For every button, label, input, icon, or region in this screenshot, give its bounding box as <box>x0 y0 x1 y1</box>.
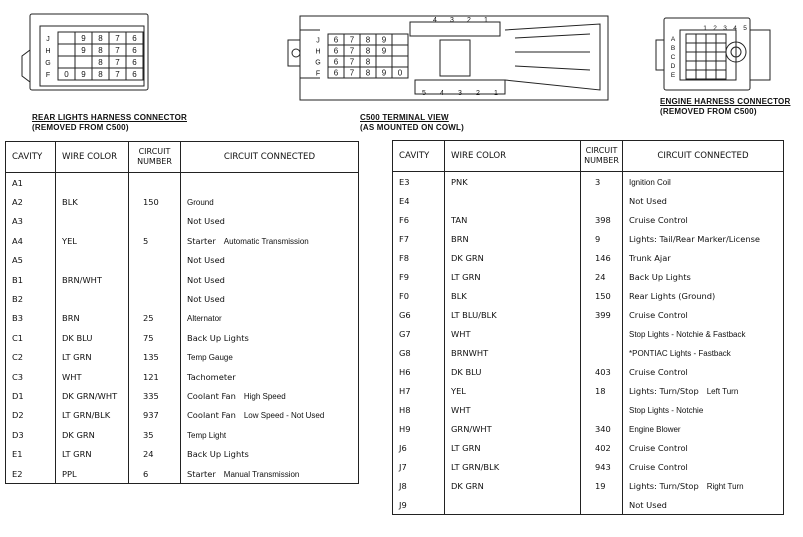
wire-color-cell: WHT <box>56 367 129 386</box>
top-number: 1 <box>484 17 488 24</box>
right-table-header <box>393 141 784 172</box>
engine-connector-subtitle: (REMOVED FROM C500) <box>660 107 757 116</box>
wire-color-cell: PPL <box>56 464 129 484</box>
table-row <box>393 248 784 267</box>
cavity-cell: A2 <box>6 192 56 211</box>
circuit-number-cell: 25 <box>129 309 181 328</box>
cavity-number: 8 <box>365 35 371 45</box>
circuit-number-cell: 403 <box>581 362 623 381</box>
cavity-number: 6 <box>132 70 137 79</box>
circuit-connected-cell <box>181 464 359 484</box>
table-row <box>6 251 359 270</box>
table-row <box>6 212 359 231</box>
wire-color-cell: BRN/WHT <box>56 270 129 289</box>
cavity-number: 8 <box>365 46 371 56</box>
cavity-number: 8 <box>98 46 103 55</box>
bottom-number: 5 <box>422 90 426 97</box>
table-row <box>6 367 359 386</box>
wire-color-cell <box>445 191 581 210</box>
wire-color-cell <box>56 251 129 270</box>
wire-color-cell: LT GRN <box>445 438 581 457</box>
cavity-cell: E4 <box>393 191 445 210</box>
header-circuit-number: CIRCUIT NUMBER <box>129 142 181 173</box>
circuit-number-cell: 937 <box>129 406 181 425</box>
bottom-number: 4 <box>440 90 444 97</box>
circuit-note-text: Ignition Coil <box>629 177 671 187</box>
circuit-connected-text: Lights: Turn/Stop <box>629 480 699 491</box>
cavity-number: 6 <box>132 58 137 67</box>
cavity-cell: F8 <box>393 248 445 267</box>
circuit-note-text: Ground <box>187 198 214 208</box>
circuit-connected-text: Trunk Ajar <box>629 252 671 263</box>
circuit-connected-text: Lights: Tail/Rear Marker/License <box>629 233 761 244</box>
table-row <box>393 438 784 457</box>
circuit-connected-cell <box>623 400 784 419</box>
circuit-number-cell: 943 <box>581 457 623 476</box>
circuit-note-text: High Speed <box>243 391 286 401</box>
cavity-number: 7 <box>115 46 120 55</box>
wire-color-cell: LT GRN/BLK <box>445 457 581 476</box>
engine-connector-caption <box>660 97 790 117</box>
wire-color-cell: WHT <box>445 324 581 343</box>
circuit-connected-text: Not Used <box>629 195 667 206</box>
circuit-number-cell <box>129 173 181 193</box>
table-row <box>393 400 784 419</box>
wire-color-cell: DK GRN/WHT <box>56 386 129 405</box>
cavity-cell: J9 <box>393 495 445 515</box>
cavity-number: 8 <box>98 34 103 43</box>
wire-color-cell: LT GRN <box>56 348 129 367</box>
terminal-view-subtitle: (AS MOUNTED ON COWL) <box>360 123 464 132</box>
row-letter: G <box>315 59 321 67</box>
header-circuit-connected: CIRCUIT CONNECTED <box>181 142 359 173</box>
circuit-connected-text: Back Up Lights <box>187 449 249 460</box>
cavity-cell: G7 <box>393 324 445 343</box>
cavity-cell: D2 <box>6 406 56 425</box>
circuit-connected-cell <box>181 212 359 231</box>
cavity-number: 8 <box>98 58 103 67</box>
circuit-connected-text: Starter <box>187 235 216 246</box>
circuit-note-text: Right Turn <box>706 481 744 491</box>
cavity-cell: J8 <box>393 476 445 495</box>
circuit-connected-text: Cruise Control <box>629 366 688 377</box>
cavity-cell: E1 <box>6 444 56 463</box>
circuit-connected-text: Not Used <box>629 499 667 510</box>
wire-color-cell: LT BLU/BLK <box>445 305 581 324</box>
circuit-connected-cell <box>181 348 359 367</box>
table-row <box>6 386 359 405</box>
wire-color-cell: TAN <box>445 210 581 229</box>
table-row <box>393 362 784 381</box>
circuit-connected-text: Not Used <box>187 255 225 266</box>
circuit-note-text: Left Turn <box>706 386 739 396</box>
top-number: 4 <box>733 25 737 32</box>
cavity-number: 9 <box>381 68 387 78</box>
circuit-number-cell <box>129 270 181 289</box>
cavity-cell: D3 <box>6 425 56 444</box>
table-row <box>393 229 784 248</box>
table-row <box>6 328 359 347</box>
circuit-connected-text: Tachometer <box>187 371 236 382</box>
circuit-number-cell: 75 <box>129 328 181 347</box>
circuit-number-cell: 18 <box>581 381 623 400</box>
circuit-connected-cell <box>181 251 359 270</box>
circuit-connected-text: Coolant Fan <box>187 410 236 421</box>
wire-color-cell: BLK <box>445 286 581 305</box>
top-number: 5 <box>743 25 747 32</box>
rear-connector-subtitle: (REMOVED FROM C500) <box>32 123 129 132</box>
rear-connector-title: REAR LIGHTS HARNESS CONNECTOR <box>32 113 187 122</box>
cavity-number: 7 <box>115 34 120 43</box>
cavity-cell: H9 <box>393 419 445 438</box>
table-row <box>6 289 359 308</box>
circuit-number-cell: 24 <box>129 444 181 463</box>
left-table-header <box>6 142 359 173</box>
rear-connector-caption <box>32 113 187 133</box>
circuit-connected-cell <box>623 248 784 267</box>
cavity-number: 9 <box>381 46 387 56</box>
circuit-number-cell: 398 <box>581 210 623 229</box>
circuit-connected-cell <box>623 305 784 324</box>
circuit-connected-cell <box>181 289 359 308</box>
circuit-connected-cell <box>623 210 784 229</box>
circuit-number-cell: 6 <box>129 464 181 484</box>
cavity-number: 6 <box>333 46 339 56</box>
top-number: 1 <box>703 25 707 32</box>
row-letter: E <box>670 72 676 79</box>
wire-color-cell: DK GRN <box>445 476 581 495</box>
circuit-number-cell: 150 <box>129 192 181 211</box>
cavity-cell: F9 <box>393 267 445 286</box>
cavity-number: 6 <box>132 46 137 55</box>
cavity-number: 6 <box>333 35 339 45</box>
circuit-number-cell <box>129 251 181 270</box>
circuit-number-cell: 146 <box>581 248 623 267</box>
terminal-view-labels <box>315 17 498 97</box>
circuit-connected-cell <box>623 267 784 286</box>
left-circuit-table <box>5 141 359 484</box>
cavity-cell: J7 <box>393 457 445 476</box>
circuit-connected-text: Cruise Control <box>629 442 688 453</box>
cavity-cell: A5 <box>6 251 56 270</box>
circuit-connected-cell <box>623 229 784 248</box>
row-letter: J <box>316 37 320 45</box>
circuit-connected-cell <box>623 324 784 343</box>
circuit-connected-cell <box>623 495 784 515</box>
table-row <box>393 381 784 400</box>
wire-color-cell: YEL <box>56 231 129 250</box>
circuit-note-text: Low Speed - Not Used <box>243 411 325 421</box>
cavity-cell: H7 <box>393 381 445 400</box>
header-circuit-connected: CIRCUIT CONNECTED <box>623 141 784 172</box>
circuit-number-cell: 135 <box>129 348 181 367</box>
cavity-cell: F6 <box>393 210 445 229</box>
cavity-cell: F0 <box>393 286 445 305</box>
cavity-cell: A3 <box>6 212 56 231</box>
circuit-number-cell: 9 <box>581 229 623 248</box>
terminal-view-caption <box>360 113 464 133</box>
cavity-cell: E3 <box>393 172 445 192</box>
cavity-number: 7 <box>349 35 355 45</box>
wire-color-cell: WHT <box>445 400 581 419</box>
circuit-connected-text: Cruise Control <box>629 214 688 225</box>
top-number: 2 <box>467 17 471 24</box>
table-row <box>6 464 359 484</box>
table-row <box>393 210 784 229</box>
circuit-connected-cell <box>623 191 784 210</box>
table-row <box>6 348 359 367</box>
table-row <box>393 324 784 343</box>
row-letter: J <box>46 36 50 43</box>
circuit-number-cell <box>581 400 623 419</box>
table-row <box>6 406 359 425</box>
cavity-number: 6 <box>132 34 137 43</box>
wire-color-cell: LT GRN <box>56 444 129 463</box>
wire-color-cell: PNK <box>445 172 581 192</box>
circuit-connected-cell <box>181 309 359 328</box>
row-letter: F <box>315 70 321 78</box>
engine-connector-title: ENGINE HARNESS CONNECTOR <box>660 97 791 106</box>
circuit-connected-text: Back Up Lights <box>629 271 691 282</box>
cavity-cell: B3 <box>6 309 56 328</box>
circuit-note-text: Alternator <box>187 314 222 324</box>
cavity-cell: H6 <box>393 362 445 381</box>
cavity-number: 8 <box>98 70 103 79</box>
wire-color-cell: DK GRN <box>56 425 129 444</box>
cavity-cell: C3 <box>6 367 56 386</box>
wire-color-cell: DK BLU <box>445 362 581 381</box>
circuit-connected-text: Cruise Control <box>629 461 688 472</box>
wire-color-cell: DK GRN <box>445 248 581 267</box>
circuit-connected-cell <box>623 362 784 381</box>
right-circuit-table <box>392 140 784 515</box>
circuit-connected-text: Cruise Control <box>629 309 688 320</box>
header-cavity: CAVITY <box>393 141 445 172</box>
cavity-number: 8 <box>365 57 371 67</box>
wire-color-cell <box>56 212 129 231</box>
circuit-number-cell: 35 <box>129 425 181 444</box>
cavity-number: 6 <box>333 57 339 67</box>
cavity-cell: F7 <box>393 229 445 248</box>
circuit-connected-text: Lights: Turn/Stop <box>629 385 699 396</box>
table-row <box>6 425 359 444</box>
circuit-number-cell <box>129 289 181 308</box>
cavity-number: 7 <box>115 58 120 67</box>
circuit-connected-cell <box>181 444 359 463</box>
circuit-number-cell <box>581 324 623 343</box>
table-row <box>393 267 784 286</box>
row-letter: D <box>670 63 676 70</box>
table-row <box>393 457 784 476</box>
circuit-number-cell: 3 <box>581 172 623 192</box>
cavity-number: 7 <box>349 57 355 67</box>
table-row <box>6 192 359 211</box>
cavity-number: 0 <box>397 68 403 78</box>
circuit-connected-text: Back Up Lights <box>187 332 249 343</box>
circuit-connected-cell <box>181 328 359 347</box>
row-letter: A <box>670 36 676 43</box>
circuit-connected-cell <box>181 173 359 193</box>
table-row <box>393 172 784 192</box>
header-circuit-number: CIRCUIT NUMBER <box>581 141 623 172</box>
circuit-connected-text: Coolant Fan <box>187 390 236 401</box>
cavity-cell: D1 <box>6 386 56 405</box>
cavity-cell: H8 <box>393 400 445 419</box>
circuit-note-text: *PONTIAC Lights - Fastback <box>629 348 731 358</box>
row-letter: G <box>45 60 51 67</box>
cavity-number: 9 <box>81 70 86 79</box>
terminal-view-title: C500 TERMINAL VIEW <box>360 113 449 122</box>
row-letter: B <box>670 45 676 52</box>
cavity-cell: C2 <box>6 348 56 367</box>
circuit-number-cell: 121 <box>129 367 181 386</box>
table-row <box>393 476 784 495</box>
wire-color-cell <box>56 173 129 193</box>
circuit-note-text: Temp Light <box>187 430 227 440</box>
circuit-connected-cell <box>623 457 784 476</box>
circuit-number-cell: 402 <box>581 438 623 457</box>
circuit-connected-cell <box>181 231 359 250</box>
cavity-number: 6 <box>333 68 339 78</box>
circuit-number-cell: 340 <box>581 419 623 438</box>
cavity-number: 9 <box>81 46 86 55</box>
circuit-number-cell: 5 <box>129 231 181 250</box>
table-row <box>6 173 359 193</box>
row-letter: C <box>670 54 676 61</box>
table-row <box>393 495 784 515</box>
cavity-cell: B2 <box>6 289 56 308</box>
top-number: 3 <box>723 25 727 32</box>
wire-color-cell: YEL <box>445 381 581 400</box>
circuit-number-cell: 399 <box>581 305 623 324</box>
cavity-cell: E2 <box>6 464 56 484</box>
circuit-connected-text: Not Used <box>187 274 225 285</box>
table-row <box>393 343 784 362</box>
cavity-number: 7 <box>349 68 355 78</box>
wire-color-cell <box>445 495 581 515</box>
cavity-number: 9 <box>81 34 86 43</box>
wire-color-cell: BLK <box>56 192 129 211</box>
wire-color-cell: BRNWHT <box>445 343 581 362</box>
wire-color-cell: BRN <box>445 229 581 248</box>
cavity-cell: B1 <box>6 270 56 289</box>
bottom-number: 3 <box>458 90 462 97</box>
circuit-number-cell: 19 <box>581 476 623 495</box>
wire-color-cell: BRN <box>56 309 129 328</box>
header-cavity: CAVITY <box>6 142 56 173</box>
circuit-number-cell: 24 <box>581 267 623 286</box>
cavity-number: 7 <box>115 70 120 79</box>
circuit-connected-cell <box>181 406 359 425</box>
circuit-note-text: Stop Lights - Notchie <box>629 405 704 415</box>
table-row <box>6 444 359 463</box>
bottom-number: 1 <box>494 90 498 97</box>
circuit-note-text: Automatic Transmission <box>223 236 309 246</box>
top-number: 2 <box>713 25 717 32</box>
header-wire-color: WIRE COLOR <box>56 142 129 173</box>
circuit-number-cell: 335 <box>129 386 181 405</box>
header-wire-color: WIRE COLOR <box>445 141 581 172</box>
circuit-connected-cell <box>181 192 359 211</box>
circuit-number-cell <box>581 495 623 515</box>
circuit-connected-text: Rear Lights (Ground) <box>629 290 716 301</box>
circuit-connected-cell <box>181 270 359 289</box>
wire-color-cell: LT GRN <box>445 267 581 286</box>
circuit-connected-cell <box>623 438 784 457</box>
cavity-number: 0 <box>64 70 69 79</box>
circuit-number-cell <box>129 212 181 231</box>
cavity-cell: C1 <box>6 328 56 347</box>
table-row <box>393 286 784 305</box>
circuit-connected-text: Starter <box>187 468 216 479</box>
top-number: 3 <box>450 17 454 24</box>
cavity-cell: J6 <box>393 438 445 457</box>
cavity-cell: G6 <box>393 305 445 324</box>
circuit-number-cell: 150 <box>581 286 623 305</box>
cavity-cell: A1 <box>6 173 56 193</box>
wire-color-cell: LT GRN/BLK <box>56 406 129 425</box>
row-letter: F <box>45 72 51 79</box>
cavity-number: 8 <box>365 68 371 78</box>
wire-color-cell: GRN/WHT <box>445 419 581 438</box>
table-row <box>6 231 359 250</box>
bottom-number: 2 <box>476 90 480 97</box>
circuit-connected-cell <box>623 172 784 192</box>
table-row <box>393 419 784 438</box>
circuit-connected-cell <box>623 381 784 400</box>
table-row <box>6 270 359 289</box>
circuit-note-text: Engine Blower <box>629 424 681 434</box>
table-row <box>393 305 784 324</box>
circuit-number-cell <box>581 343 623 362</box>
circuit-connected-cell <box>623 343 784 362</box>
circuit-number-cell <box>581 191 623 210</box>
cavity-number: 7 <box>349 46 355 56</box>
circuit-connected-cell <box>623 476 784 495</box>
circuit-connected-cell <box>181 386 359 405</box>
circuit-note-text: Manual Transmission <box>223 469 300 479</box>
circuit-note-text: Temp Gauge <box>187 353 233 363</box>
cavity-cell: G8 <box>393 343 445 362</box>
top-number: 4 <box>433 17 437 24</box>
row-letter: H <box>315 48 321 56</box>
table-row <box>6 309 359 328</box>
circuit-connected-cell <box>623 419 784 438</box>
circuit-connected-cell <box>623 286 784 305</box>
table-row <box>393 191 784 210</box>
cavity-cell: A4 <box>6 231 56 250</box>
cavity-number: 9 <box>381 35 387 45</box>
circuit-connected-text: Not Used <box>187 216 225 227</box>
circuit-connected-cell <box>181 367 359 386</box>
circuit-connected-text: Not Used <box>187 294 225 305</box>
circuit-connected-cell <box>181 425 359 444</box>
wire-color-cell: DK BLU <box>56 328 129 347</box>
wire-color-cell <box>56 289 129 308</box>
circuit-note-text: Stop Lights - Notchie & Fastback <box>629 329 746 339</box>
row-letter: H <box>45 48 51 55</box>
